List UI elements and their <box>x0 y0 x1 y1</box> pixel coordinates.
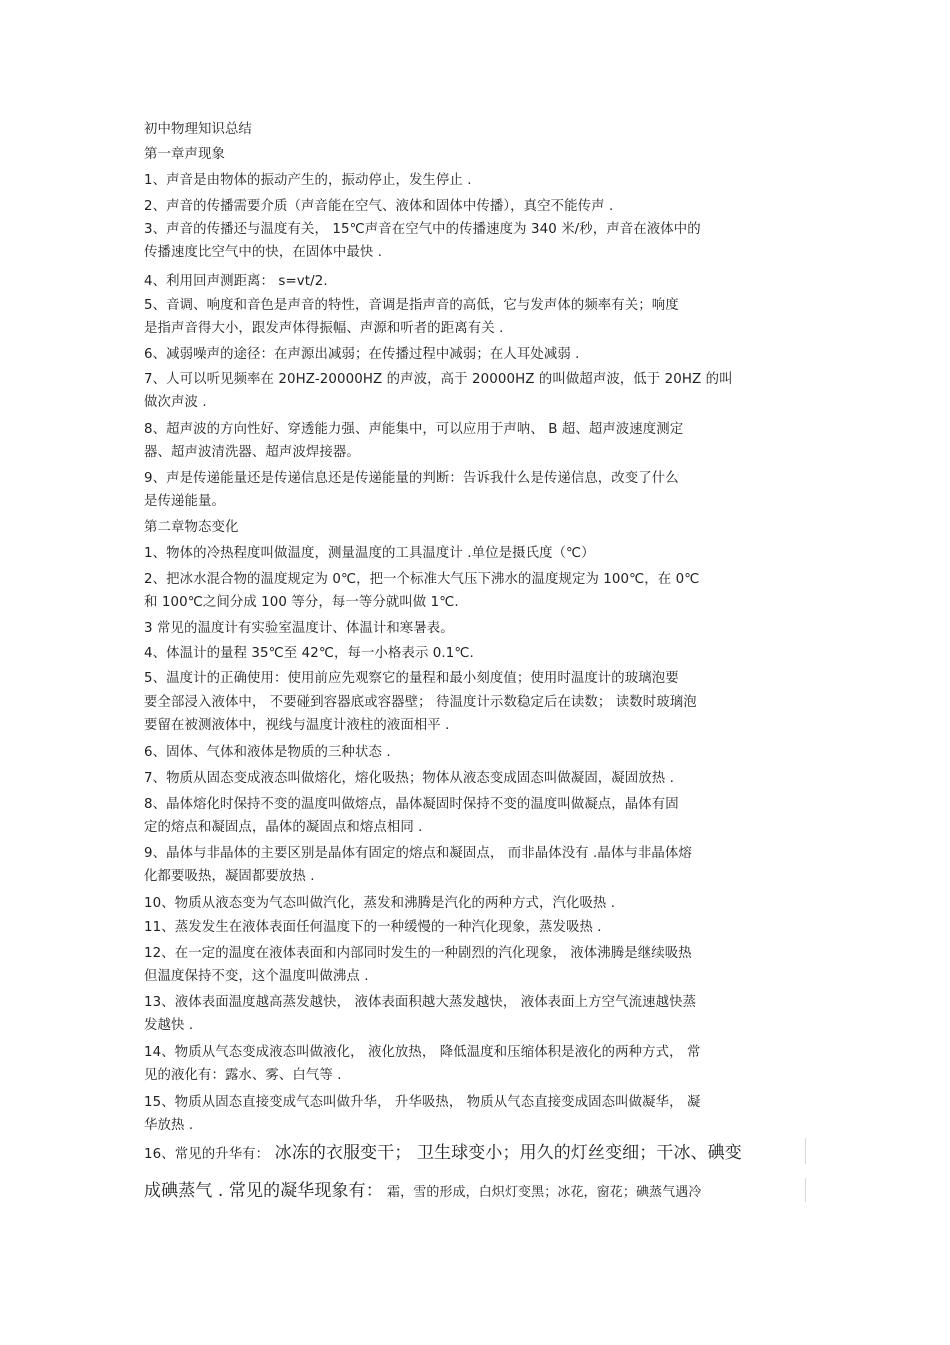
text-line: 9、声是传递能量还是传递信息还是传递能量的判断：告诉我什么是传递信息，改变了什么 <box>144 471 679 486</box>
text-line: 是传递能量。 <box>144 494 225 509</box>
text-line: 5、温度计的正确使用：使用前应先观察它的量程和最小刻度值；使用时温度计的玻璃泡要 <box>144 671 679 686</box>
chapter-2-heading: 第二章物态变化 <box>144 520 239 535</box>
text-line: 1、声音是由物体的振动产生的，振动停止，发生停止 . <box>144 173 472 188</box>
text-line: 9、晶体与非晶体的主要区别是晶体有固定的熔点和凝固点， 而非晶体没有 .晶体与非晶体熔 <box>144 846 692 861</box>
text-line: 1、物体的冷热程度叫做温度，测量温度的工具温度计 .单位是摄氏度（℃） <box>144 546 595 561</box>
doc-title: 初中物理知识总结 <box>144 122 252 137</box>
text-line: 传播速度比空气中的快，在固体中最快 . <box>144 245 383 260</box>
text-line: 2、声音的传播需要介质（声音能在空气、液体和固体中传播），真空不能传声 . <box>144 199 614 214</box>
text-line-17 <box>144 1180 701 1202</box>
text-line: 5、音调、响度和音色是声音的特性，音调是指声音的高低，它与发声体的频率有关；响度 <box>144 298 679 313</box>
text-line: 11、蒸发发生在液体表面任何温度下的一种缓慢的一种汽化现象，蒸发吸热 . <box>144 920 602 935</box>
text-line: 和 100℃之间分成 100 等分，每一等分就叫做 1℃. <box>144 595 459 610</box>
text-line: 定的熔点和凝固点，晶体的凝固点和熔点相同 . <box>144 820 423 835</box>
text-line: 4、利用回声测距离： s=vt/2. <box>144 274 328 289</box>
text-line: 8、晶体熔化时保持不变的温度叫做熔点，晶体凝固时保持不变的温度叫做凝点，晶体有固 <box>144 797 679 812</box>
text-line: 7、人可以听见频率在 20HZ-20000HZ 的声波，高于 20000HZ 的叫做超声波，低于 20HZ 的叫 <box>144 372 733 387</box>
text-line: 要留在被测液体中，视线与温度计液柱的液面相平 . <box>144 718 450 733</box>
text-line: 8、超声波的方向性好、穿透能力强、声能集中，可以应用于声呐、 B 超、超声波速度测定 <box>144 422 684 437</box>
text-line: 是指声音得大小，跟发声体得振幅、声源和听者的距离有关 . <box>144 321 504 336</box>
text-line: 发越快 . <box>144 1018 194 1033</box>
text-line: 6、减弱噪声的途径：在声源出减弱；在传播过程中减弱；在人耳处减弱 . <box>144 347 580 362</box>
text-line: 见的液化有：露水、雾、白气等 . <box>144 1068 342 1083</box>
text-line: 做次声波 . <box>144 395 207 410</box>
chapter-1-heading: 第一章声现象 <box>144 147 225 162</box>
text-line: 13、液体表面温度越高蒸发越快， 液体表面积越大蒸发越快， 液体表面上方空气流速越快蒸 <box>144 995 697 1010</box>
text-line-16 <box>144 1142 742 1164</box>
text-line: 15、物质从固态直接变成气态叫做升华， 升华吸热， 物质从气态直接变成固态叫做凝华， 凝 <box>144 1095 701 1110</box>
text-line-17-tail: 霜，雪的形成，白炽灯变黑；冰花，窗花；碘蒸气遇冷 <box>382 1185 702 1200</box>
text-line: 器、超声波清洗器、超声波焊接器。 <box>144 445 360 460</box>
text-line-17-large: 成碘蒸气 . 常见的凝华现象有： <box>144 1181 383 1201</box>
text-line: 但温度保持不变，这个温度叫做沸点 . <box>144 969 369 984</box>
text-line: 10、物质从液态变为气态叫做汽化，蒸发和沸腾是汽化的两种方式，汽化吸热 . <box>144 896 616 911</box>
table-border-line <box>805 1178 806 1202</box>
text-line-16-large: 冰冻的衣服变干； 卫生球变小；用久的灯丝变细；干冰、碘变 <box>269 1143 742 1163</box>
text-line: 14、物质从气态变成液态叫做液化， 液化放热， 降低温度和压缩体积是液化的两种方式， 常 <box>144 1045 701 1060</box>
text-line: 4、体温计的量程 35℃至 42℃，每一小格表示 0.1℃. <box>144 646 474 661</box>
text-line: 2、把冰水混合物的温度规定为 0℃，把一个标准大气压下沸水的温度规定为 100℃，在 0℃ <box>144 572 700 587</box>
text-line: 6、固体、气体和液体是物质的三种状态 . <box>144 745 391 760</box>
text-line: 12、在一定的温度在液体表面和内部同时发生的一种剧烈的汽化现象， 液体沸腾是继续吸热 <box>144 946 692 961</box>
text-line: 3、声音的传播还与温度有关， 15℃声音在空气中的传播速度为 340 米/秒，声音在液体中的 <box>144 222 701 237</box>
text-line: 华放热 . <box>144 1118 194 1133</box>
text-line: 3 常见的温度计有实验室温度计、体温计和寒暑表。 <box>144 621 454 636</box>
table-border-line <box>805 1138 806 1164</box>
text-line: 化都要吸热，凝固都要放热 . <box>144 869 315 884</box>
text-line-16-lead: 16、常见的升华有： <box>144 1147 270 1162</box>
text-line: 要全部浸入液体中， 不要碰到容器底或容器壁； 待温度计示数稳定后在读数； 读数时玻璃泡 <box>144 695 697 710</box>
text-line: 7、物质从固态变成液态叫做熔化，熔化吸热；物体从液态变成固态叫做凝固，凝固放热 . <box>144 771 674 786</box>
